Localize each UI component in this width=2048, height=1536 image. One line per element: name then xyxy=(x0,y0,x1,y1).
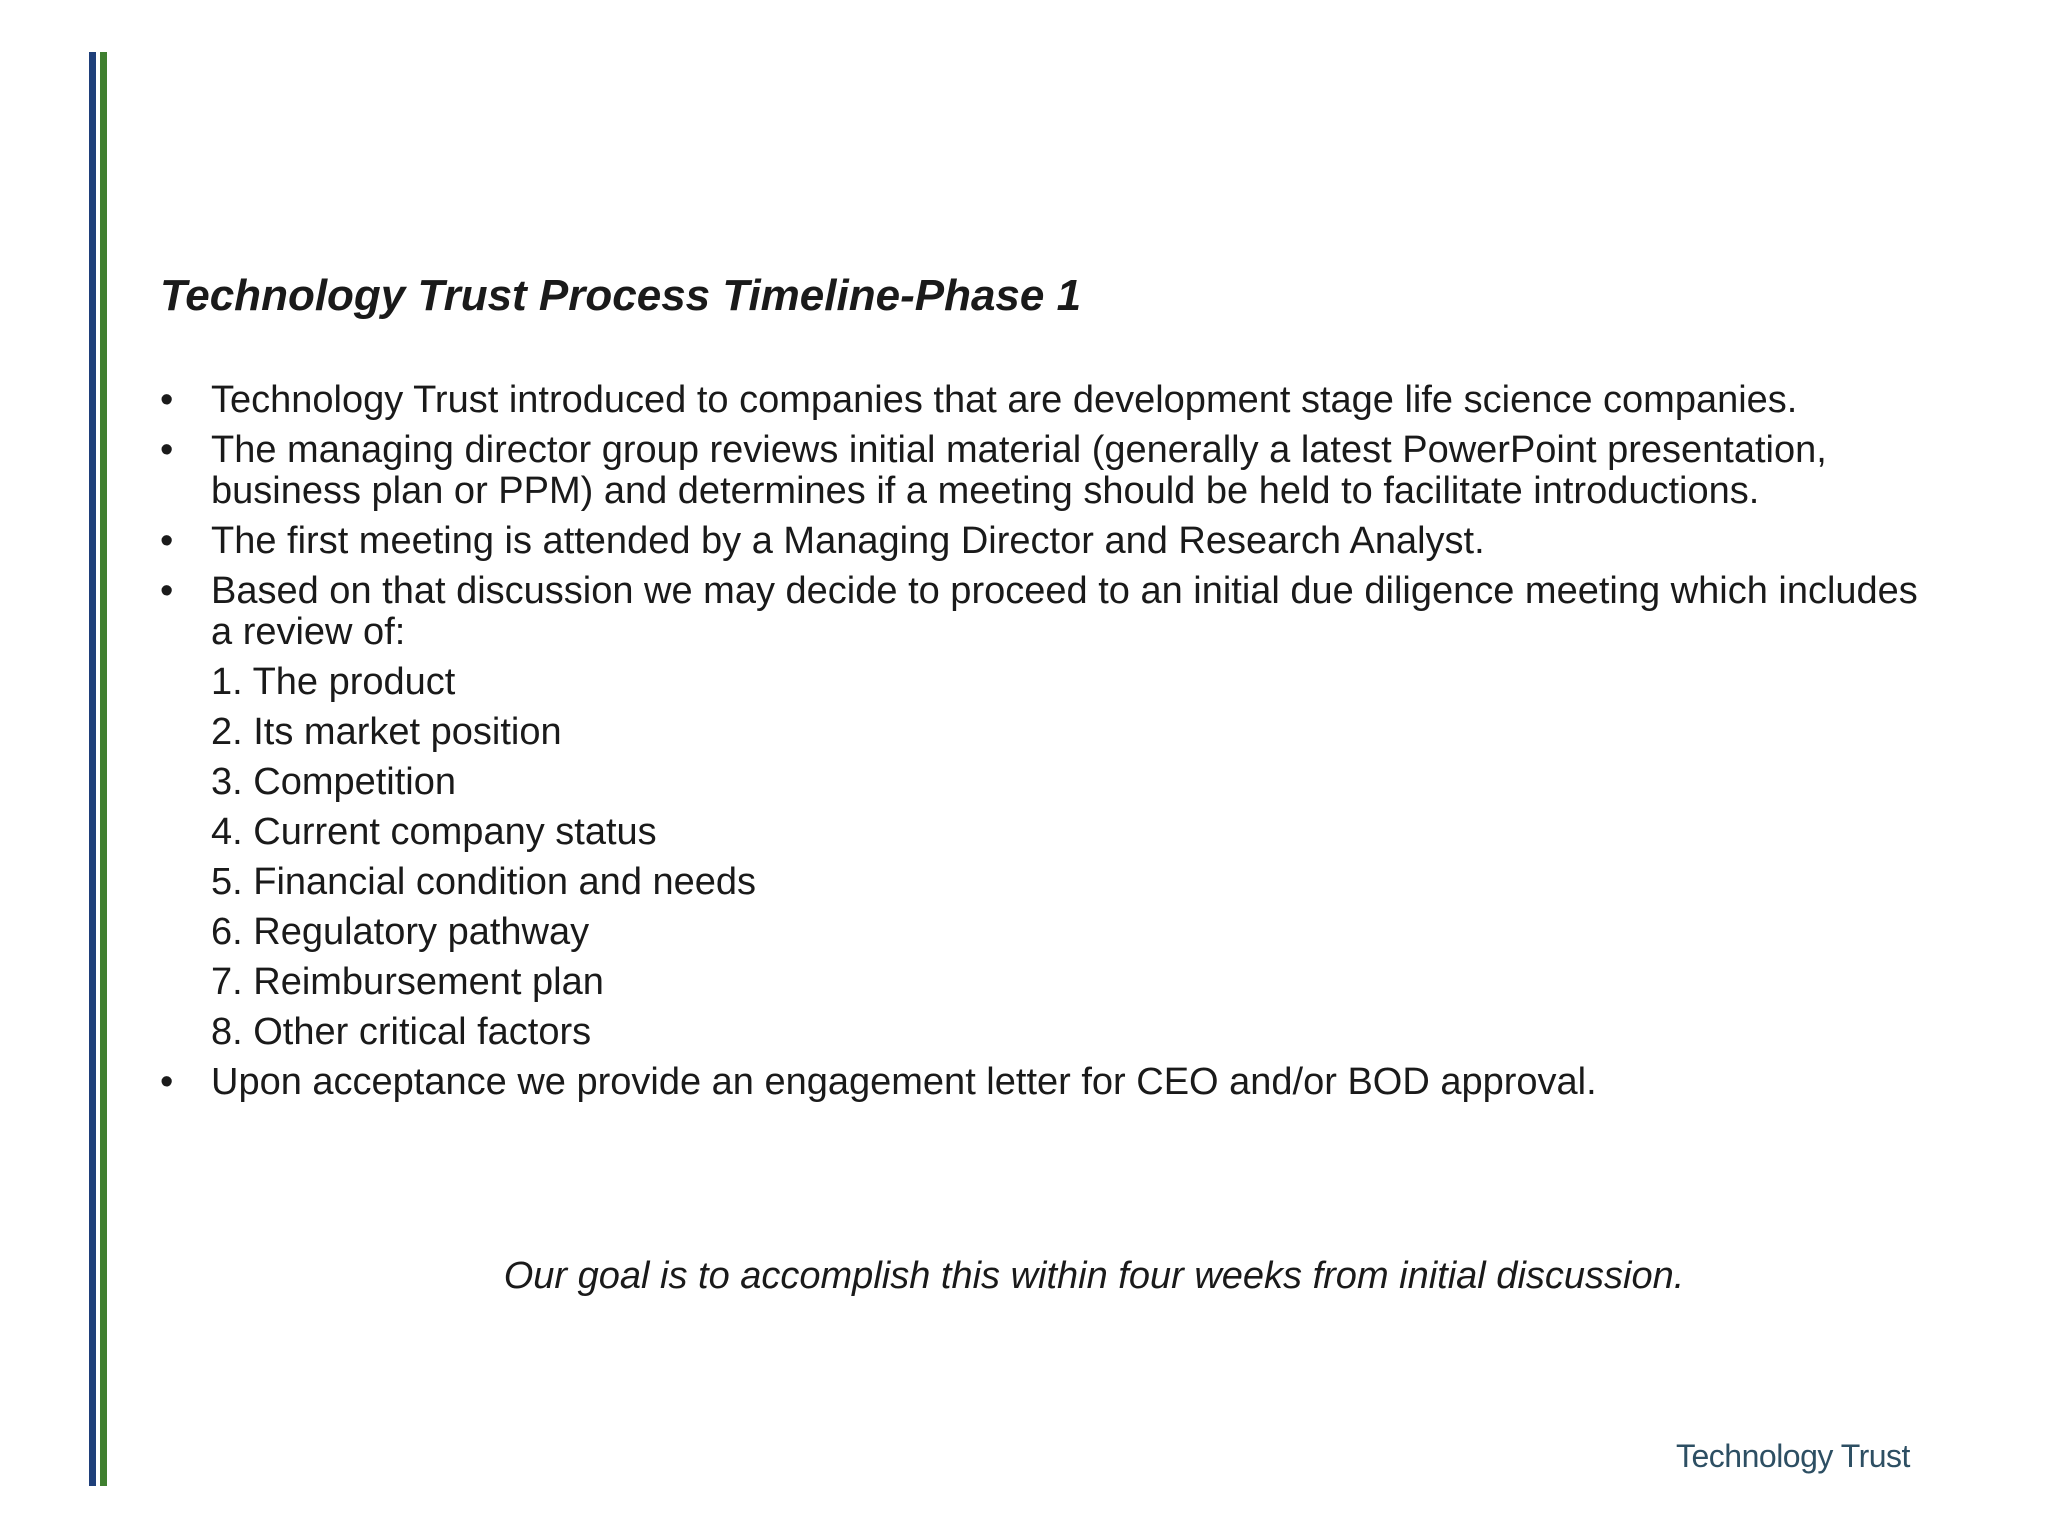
review-item: 1. The product xyxy=(211,661,456,703)
review-item: 2. Its market position xyxy=(211,711,562,753)
slide-content xyxy=(160,380,1940,1112)
company-logo xyxy=(1676,1436,1910,1476)
bullet-item: • The managing director group reviews initial material (generally a latest PowerPoint presentation, business plan or PPM) and determines if a meeting should be held to facilitate introductions. xyxy=(160,430,1940,512)
slide-title: Technology Trust Process Timeline-Phase 1 xyxy=(160,271,1082,320)
bullet-item-engagement: • Upon acceptance we provide an engagement letter for CEO and/or BOD approval. xyxy=(160,1062,1940,1103)
goal-statement: Our goal is to accomplish this within four weeks from initial discussion. xyxy=(503,1255,1685,1297)
review-item: 5. Financial condition and needs xyxy=(211,861,757,903)
logo-word-trust: Trust xyxy=(1840,1438,1910,1474)
final-bullet-list xyxy=(160,1062,1940,1103)
review-item: 6. Regulatory pathway xyxy=(211,911,590,953)
bullet-list xyxy=(160,380,1940,653)
review-item: 7. Reimbursement plan xyxy=(211,961,604,1003)
review-item: 8. Other critical factors xyxy=(211,1011,592,1053)
logo-word-technology: Technology xyxy=(1676,1438,1833,1474)
review-item: 3. Competition xyxy=(211,761,457,803)
bullet-item: • Technology Trust introduced to companies that are development stage life science companies. xyxy=(160,380,1940,421)
review-item: 4. Current company status xyxy=(211,811,657,853)
bullet-item: • The first meeting is attended by a Managing Director and Research Analyst. xyxy=(160,521,1940,562)
review-items-list xyxy=(160,662,1940,1053)
bullet-item: • Based on that discussion we may decide to proceed to an initial due diligence meeting which includes a review of: xyxy=(160,571,1940,653)
